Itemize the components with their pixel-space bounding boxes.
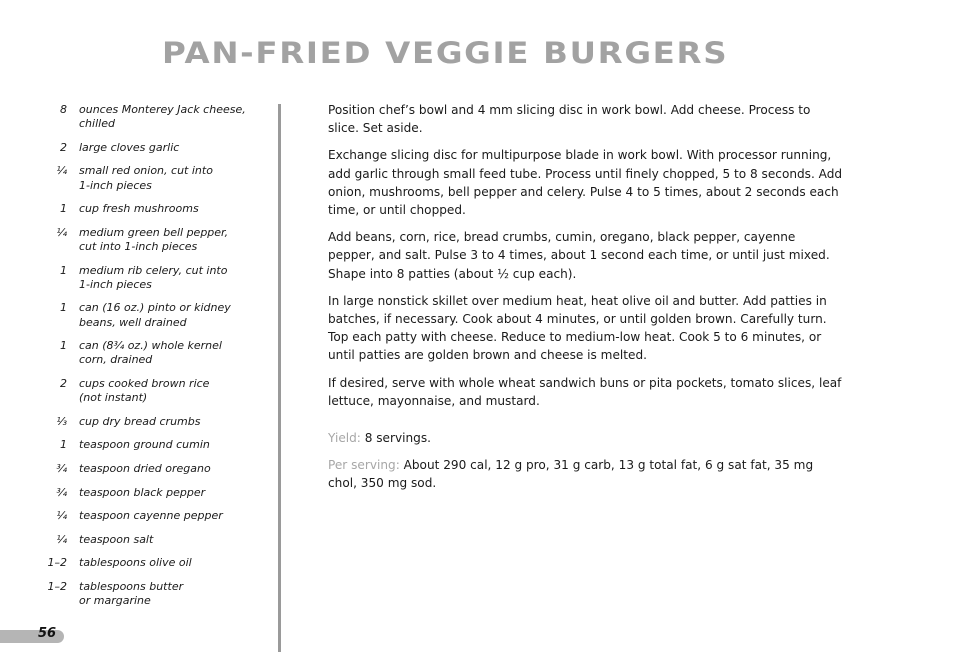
ingredient-quantity: 1 xyxy=(60,438,67,452)
ingredient-quantity: 1 xyxy=(60,202,67,216)
ingredient-description-line: small red onion, cut into xyxy=(79,164,213,178)
ingredient-description-line: cup dry bread crumbs xyxy=(79,414,201,428)
column-divider xyxy=(278,104,281,652)
ingredient-quantity: 1–2 xyxy=(47,579,67,593)
yield-label: Yield: xyxy=(328,431,361,445)
ingredient-description xyxy=(79,141,276,155)
per-serving-label: Per serving: xyxy=(328,458,400,473)
instruction-step: Position chef’s bowl and 4 mm slicing disc in work bowl. Add cheese. Process to slice. Set aside. xyxy=(328,103,811,136)
instructions xyxy=(328,101,843,419)
ingredient-description xyxy=(79,226,276,254)
ingredient-description-line: tablespoons butter xyxy=(79,579,184,593)
ingredient-description xyxy=(79,377,276,405)
ingredient-item xyxy=(36,164,276,192)
ingredient-description-line: cut into 1-inch pieces xyxy=(79,239,198,253)
ingredient-description xyxy=(79,533,276,547)
ingredient-item xyxy=(36,264,276,292)
ingredient-item xyxy=(36,462,276,476)
ingredient-item xyxy=(36,580,276,608)
ingredient-description xyxy=(79,415,276,429)
ingredient-description-line: beans, well drained xyxy=(79,315,187,329)
instruction-step: In large nonstick skillet over medium heat, heat olive oil and butter. Add patties in batches, if necessary. Cook about 4 minutes, or until golden brown. Carefully turn. Top each patty with cheese. Reduce to medium-low heat. Cook 5 to 6 minutes, or until patties are golden brown and cheese is melted. xyxy=(328,293,827,363)
ingredient-description xyxy=(79,509,276,523)
ingredient-description xyxy=(79,438,276,452)
instruction-step: If desired, serve with whole wheat sandwich buns or pita pockets, tomato slices, leaf lettuce, mayonnaise, and mustard. xyxy=(328,375,842,408)
yield-value: 8 servings. xyxy=(360,431,431,445)
ingredient-item xyxy=(36,339,276,367)
ingredient-description-line: teaspoon salt xyxy=(79,532,154,546)
instruction-step: Exchange slicing disc for multipurpose blade in work bowl. With processor running, add garlic through small feed tube. Process until finely chopped, 5 to 8 seconds. Add onion, mushrooms, bell pepper and celery. Pulse 4 to 5 times, about 2 seconds each time, or until chopped. xyxy=(328,148,843,218)
ingredient-list xyxy=(36,103,276,608)
ingredient-description-line: teaspoon cayenne pepper xyxy=(79,509,223,523)
ingredient-description xyxy=(79,103,276,131)
ingredient-description-line: corn, drained xyxy=(79,353,153,367)
ingredient-quantity: 8 xyxy=(60,103,67,116)
ingredient-description xyxy=(79,301,276,329)
ingredient-item xyxy=(36,509,276,523)
ingredient-item xyxy=(36,202,276,216)
ingredient-description-line: 1-inch pieces xyxy=(79,178,152,192)
ingredient-description-line: teaspoon ground cumin xyxy=(79,438,210,452)
ingredient-item xyxy=(36,556,276,570)
ingredient-item xyxy=(36,533,276,547)
ingredient-quantity: ¼ xyxy=(56,164,67,178)
ingredient-description-line: tablespoons olive oil xyxy=(79,556,192,570)
ingredient-description-line: medium rib celery, cut into xyxy=(79,263,228,277)
ingredient-quantity: 1–2 xyxy=(47,556,67,570)
ingredient-quantity: 2 xyxy=(60,140,67,154)
page-number: 56 xyxy=(38,626,57,641)
ingredient-description-line: cups cooked brown rice xyxy=(79,376,210,390)
ingredient-description-line: teaspoon black pepper xyxy=(79,485,206,499)
ingredient-item xyxy=(36,301,276,329)
per-serving-value: About 290 cal, 12 g pro, 31 g carb, 13 g total fat, 6 g sat fat, 35 mg chol, 350 mg sod. xyxy=(328,458,814,491)
ingredient-quantity: 2 xyxy=(60,376,67,390)
ingredient-description-line: large cloves garlic xyxy=(79,140,180,154)
ingredient-item xyxy=(36,438,276,452)
per-serving-line xyxy=(328,456,843,492)
ingredient-description-line: (not instant) xyxy=(79,391,148,405)
ingredient-description-line: chilled xyxy=(79,117,115,131)
instruction-step: Add beans, corn, rice, bread crumbs, cumin, oregano, black pepper, cayenne pepper, and salt. Pulse 3 to 4 times, about 1 second each time, or until just mixed. Shape into 8 patties (about ½ cup each). xyxy=(328,230,830,281)
ingredient-description xyxy=(79,462,276,476)
ingredient-description-line: 1-inch pieces xyxy=(79,277,152,291)
ingredient-description xyxy=(79,580,276,608)
nutrition-info xyxy=(328,429,843,502)
ingredient-description-line: medium green bell pepper, xyxy=(79,225,229,239)
ingredient-quantity: ¾ xyxy=(56,461,67,475)
ingredient-item xyxy=(36,486,276,500)
ingredient-description xyxy=(79,556,276,570)
ingredient-quantity: 1 xyxy=(60,263,67,277)
ingredient-description-line: teaspoon dried oregano xyxy=(79,461,211,475)
ingredient-description-line: ounces Monterey Jack cheese, xyxy=(79,103,246,116)
ingredient-description xyxy=(79,264,276,292)
ingredient-item xyxy=(36,377,276,405)
ingredient-item xyxy=(36,226,276,254)
ingredient-description-line: cup fresh mushrooms xyxy=(79,202,199,216)
ingredient-description xyxy=(79,339,276,367)
ingredient-description xyxy=(79,486,276,500)
ingredient-description-line: can (8¾ oz.) whole kernel xyxy=(79,339,222,353)
ingredient-quantity: ¼ xyxy=(56,509,67,523)
ingredient-quantity: 1 xyxy=(60,339,67,353)
ingredient-item xyxy=(36,141,276,155)
ingredient-quantity: ¼ xyxy=(56,225,67,239)
ingredient-description xyxy=(79,164,276,192)
page-title: PAN-FRIED VEGGIE BURGERS xyxy=(162,36,729,70)
ingredient-description-line: or margarine xyxy=(79,594,151,608)
ingredient-quantity: ¼ xyxy=(56,532,67,546)
ingredient-quantity: 1 xyxy=(60,301,67,315)
ingredient-quantity: ¾ xyxy=(56,485,67,499)
ingredient-item xyxy=(36,415,276,429)
ingredient-item xyxy=(36,103,276,131)
ingredient-description xyxy=(79,202,276,216)
ingredient-description-line: can (16 oz.) pinto or kidney xyxy=(79,301,231,315)
ingredient-quantity: ⅓ xyxy=(56,414,67,428)
yield-line xyxy=(328,429,843,447)
